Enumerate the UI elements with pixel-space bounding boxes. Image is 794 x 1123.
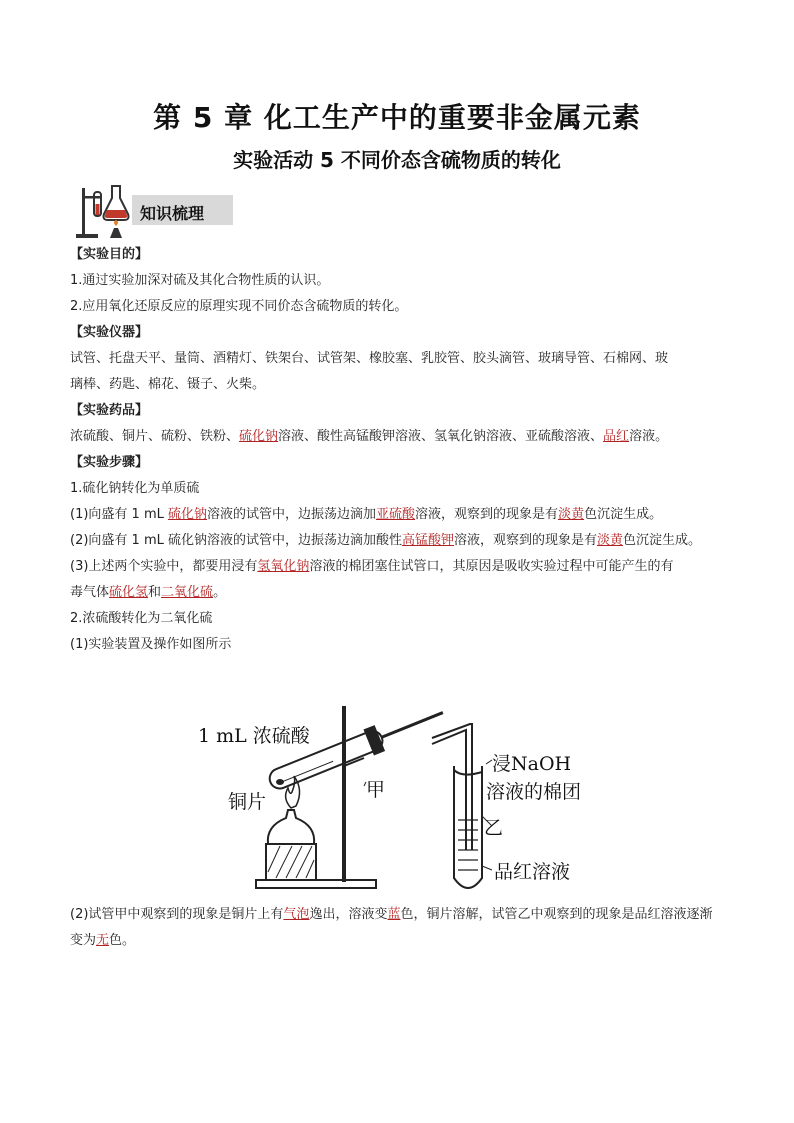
lamp-block [266,844,316,880]
step-1-1: (1)向盛有 1 mL 硫化钠溶液的试管中，边振荡边滴加亚硫酸溶液，观察到的现象是有淡黄色沉淀生成。 [70,507,663,522]
step-1-3-b: 毒气体硫化氢和二氧化硫。 [70,585,227,600]
section-label: 知识梳理 [140,204,205,223]
steps-heading: 【实验步骤】 [70,455,149,470]
step-1-2: (2)向盛有 1 mL 硫化钠溶液的试管中，边振荡边滴加酸性高锰酸钾溶液，观察到的现象是有淡黄色沉淀生成。 [70,533,702,548]
purpose-item-2: 2.应用氧化还原反应的原理实现不同价态含硫物质的转化。 [70,299,408,314]
answer-blank: 二氧化硫 [161,585,214,600]
answer-blank: 亚硫酸 [376,507,416,522]
apparatus-diagram-svg [196,700,596,896]
instruments-heading: 【实验仪器】 [70,325,149,340]
answer-blank: 硫化钠 [168,507,208,522]
section-header [74,182,244,240]
answer-blank: 气泡 [283,907,310,922]
step-sub-1: 1.硫化钠转化为单质硫 [70,481,200,496]
label-cotton-2: 溶液的棉团 [486,781,582,803]
reagents-line: 浓硫酸、铜片、硫粉、铁粉、硫化钠溶液、酸性高锰酸钾溶液、氢氧化钠溶液、亚硫酸溶液、品红溶液。 [70,429,669,444]
instruments-line-2: 璃棒、药匙、棉花、镊子、火柴。 [70,377,266,392]
purpose-heading: 【实验目的】 [70,247,149,262]
copper-piece [276,779,284,785]
main-content [70,242,730,658]
answer-blank: 品红 [603,429,630,444]
conclusion-paragraph: (2)试管甲中观察到的现象是铜片上有气泡逸出，溶液变蓝色，铜片溶解，试管乙中观察到的现象是品红溶液逐渐变为无色。 [70,907,713,948]
answer-blank: 硫化氢 [109,585,149,600]
answer-blank: 无 [96,933,110,948]
label-acid: 1 mL 浓硫酸 [198,725,310,747]
chapter-title: 第 5 章 化工生产中的重要非金属元素 [153,101,641,134]
label-yi: 乙 [484,817,504,839]
lab-apparatus-icon [74,182,134,240]
alcohol-lamp [268,810,314,844]
answer-blank: 蓝 [387,907,401,922]
step-2-1: (1)实验装置及操作如图所示 [70,637,232,652]
step-1-3-a: (3)上述两个实验中，都要用浸有氢氧化钠溶液的棉团塞住试管口，其原因是吸收实验过程中可能产生的有 [70,559,674,574]
stand-base [256,880,376,888]
answer-blank: 淡黄 [597,533,624,548]
answer-blank: 淡黄 [558,507,585,522]
stand-rod [342,706,346,882]
instruments-line-1: 试管、托盘天平、量筒、酒精灯、铁架台、试管架、橡胶塞、乳胶管、胶头滴管、玻璃导管、石棉网、玻 [70,351,669,366]
answer-blank: 高锰酸钾 [402,533,455,548]
cotton-plug [454,770,482,775]
reagents-heading: 【实验药品】 [70,403,149,418]
purpose-item-1: 1.通过实验加深对硫及其化合物性质的认识。 [70,273,330,288]
label-jia: 甲 [366,779,386,801]
activity-subtitle: 实验活动 5 不同价态含硫物质的转化 [233,148,561,172]
step-sub-2: 2.浓硫酸转化为二氧化硫 [70,611,213,626]
label-pinhong: 品红溶液 [494,861,571,883]
label-cotton-1: 浸NaOH [492,753,572,775]
answer-blank: 硫化钠 [239,429,279,444]
answer-blank: 氢氧化钠 [257,559,310,574]
label-copper: 铜片 [228,791,267,813]
flame [286,776,300,808]
apparatus-diagram [196,700,596,896]
